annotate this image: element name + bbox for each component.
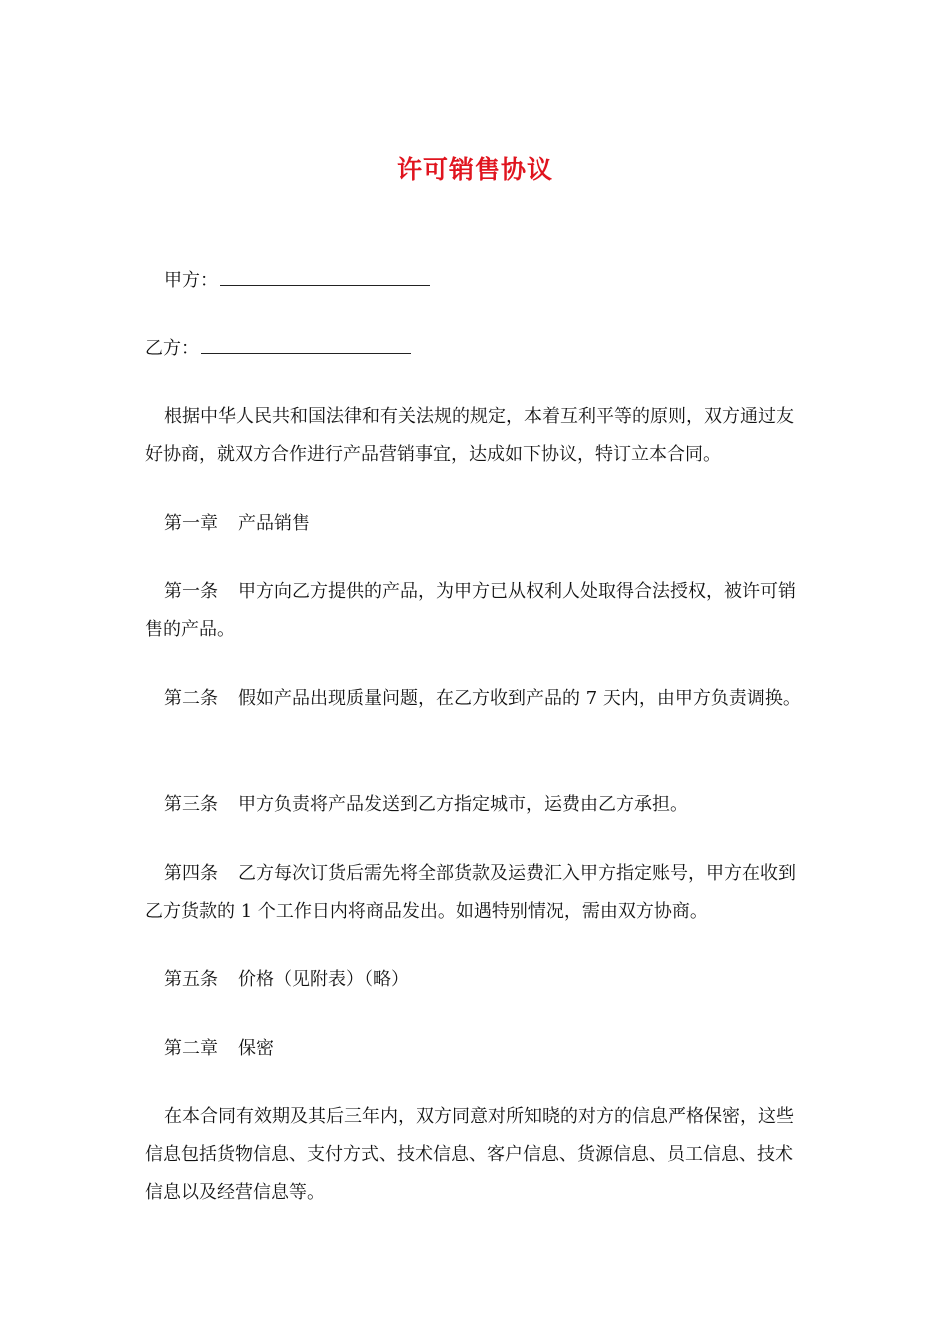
article-5 <box>145 961 805 999</box>
article-5-text: 价格（见附表）（略） <box>238 969 409 990</box>
chapter-2-title: 保密 <box>238 1038 274 1059</box>
confidentiality-paragraph: 在本合同有效期及其后三年内，双方同意对所知晓的对方的信息严格保密，这些信息包括货物信息、支付方式、技术信息、客户信息、货源信息、员工信息、技术信息以及经营信息等。 <box>145 1106 794 1203</box>
article-1-number: 第一条 <box>164 581 218 602</box>
article-2-text: 假如产品出现质量问题，在乙方收到产品的 7 天内，由甲方负责调换。 <box>238 688 801 709</box>
article-3-text: 甲方负责将产品发送到乙方指定城市，运费由乙方承担。 <box>238 794 688 815</box>
article-4 <box>145 855 805 931</box>
document-title: 许可销售协议 <box>396 155 553 184</box>
party-b-line <box>145 330 805 368</box>
article-4-number: 第四条 <box>164 863 218 884</box>
chapter-1-number: 第一章 <box>164 513 218 534</box>
party-b-label: 乙方： <box>145 338 199 359</box>
preamble-paragraph: 根据中华人民共和国法律和有关法规的规定，本着互利平等的原则，双方通过友好协商，就双方合作进行产品营销事宜，达成如下协议，特订立本合同。 <box>145 406 794 465</box>
article-5-number: 第五条 <box>164 969 218 990</box>
article-1-text: 甲方向乙方提供的产品，为甲方已从权利人处取得合法授权，被许可销售的产品。 <box>145 581 796 640</box>
party-a-line <box>145 262 805 300</box>
chapter-1-title: 产品销售 <box>238 513 310 534</box>
article-4-text: 乙方每次订货后需先将全部货款及运费汇入甲方指定账号，甲方在收到乙方货款的 1 个工作日内将商品发出。如遇特别情况，需由双方协商。 <box>145 863 796 922</box>
article-2 <box>145 680 805 718</box>
article-3 <box>145 786 805 824</box>
chapter-2-heading <box>145 1030 805 1068</box>
article-1 <box>145 573 805 649</box>
article-3-number: 第三条 <box>164 794 218 815</box>
party-b-blank <box>201 335 411 354</box>
article-2-number: 第二条 <box>164 688 218 709</box>
chapter-2-number: 第二章 <box>164 1038 218 1059</box>
party-a-label: 甲方： <box>164 270 218 291</box>
party-a-blank <box>220 267 430 286</box>
chapter-1-heading <box>145 505 805 543</box>
